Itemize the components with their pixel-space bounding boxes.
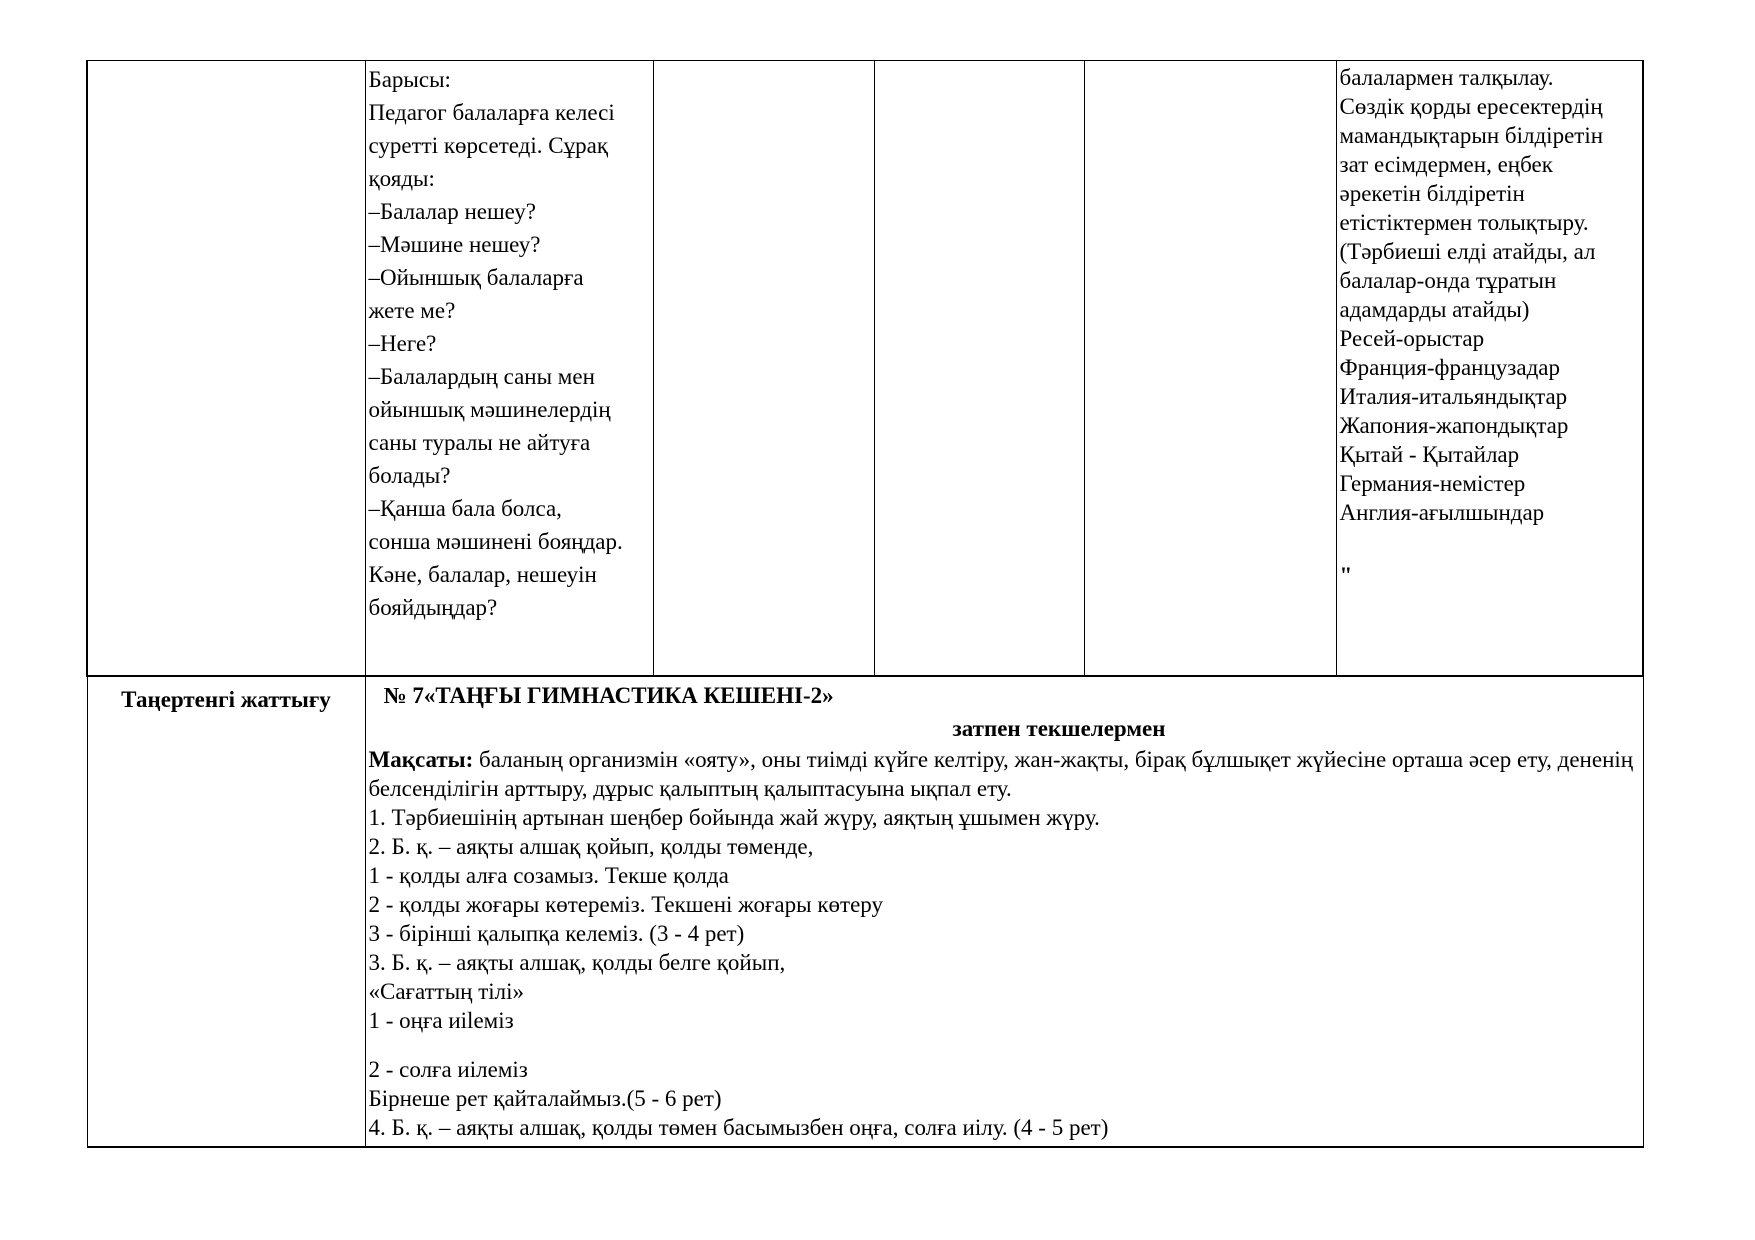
text-line: бояйдыңдар? xyxy=(368,595,498,620)
vocab-text xyxy=(1337,61,1643,527)
text-line: ойыншық мәшинелердің xyxy=(368,397,611,422)
text-line: Германия-немістер xyxy=(1339,471,1526,496)
text-line: 3. Б. қ. – аяқты алшақ, қолды белге қойып, xyxy=(368,950,786,975)
text-line: Жапония-жапондықтар xyxy=(1339,413,1569,438)
row1-activity-cell xyxy=(365,61,653,677)
text-line: 1 - оңға иіleміз xyxy=(368,1008,514,1033)
row1-empty-cell-1 xyxy=(653,61,874,677)
text-line: Ресей-орыстар xyxy=(1339,326,1485,351)
row2-label-cell xyxy=(87,676,365,1147)
text-line: балалар-онда тұратын xyxy=(1339,268,1557,293)
exercise-body xyxy=(366,745,1643,1146)
exercise-title: № 7«ТАҢҒЫ ГИМНАСТИКА КЕШЕНІ-2» xyxy=(383,683,834,708)
text-line: Сөздік қорды ересектердің xyxy=(1339,94,1603,119)
exercise-steps-a xyxy=(369,803,1639,1035)
text-line: –Балалардың саны мен xyxy=(368,364,595,389)
table-row xyxy=(87,61,1643,677)
text-line: 2. Б. қ. – аяқты алшақ қойып, қолды төменде, xyxy=(368,834,814,859)
text-line: балалармен талқылау. xyxy=(1339,65,1554,90)
text-line: Қытай - Қытайлар xyxy=(1339,442,1520,467)
text-line: жете ме? xyxy=(368,298,456,323)
exercise-subtitle: затпен текшелермен xyxy=(952,716,1166,741)
row2-exercise-cell xyxy=(365,676,1643,1147)
table-row xyxy=(87,676,1643,1147)
text-line: –Қанша бала болса, xyxy=(368,496,562,521)
text-line: 2 - солға иілеміз xyxy=(368,1057,528,1082)
text-line: Педагог балаларға келесі xyxy=(368,100,615,125)
text-line: 3 - бірінші қалыпқа келеміз. (3 - 4 рет) xyxy=(368,921,745,946)
row1-vocab-cell xyxy=(1336,61,1643,677)
text-line: қояды: xyxy=(368,166,435,191)
text-line: мамандықтарын білдіретін xyxy=(1339,123,1604,148)
text-line: 1. Тәрбиешінің артынан шеңбер бойында жай жүру, аяқтың ұшымен жүру. xyxy=(368,805,1100,830)
text-line: –Балалар нешеу? xyxy=(368,199,537,224)
text-line: етістіктермен толықтыру. xyxy=(1339,210,1589,235)
text-line: –Мәшине нешеу? xyxy=(368,232,541,257)
spacer xyxy=(369,1035,1639,1055)
goal-label: Мақсаты: xyxy=(368,747,474,772)
quote-mark: " xyxy=(1339,563,1353,588)
text-line: сонша мәшинені бояңдар. xyxy=(368,529,623,554)
text-line: «Сағаттың тілі» xyxy=(368,979,525,1004)
text-line: болады? xyxy=(368,463,451,488)
row-label: Таңертенгі жаттығу xyxy=(121,687,331,712)
text-line: 2 - қолды жоғары көтереміз. Текшені жоғары көтеру xyxy=(368,892,883,917)
text-line: әрекетін білдіретін xyxy=(1339,181,1525,206)
goal-text: баланың организмін «ояту», оны тиімді күйге келтіру, жан-жақты, бірақ бұлшықет жүйесіне орташа әсер ету, дененің белсенділігін арттыру, дұрыс қалыптың қалыптасуына ықпал ету. xyxy=(368,747,1634,801)
text-line: Франция-французадар xyxy=(1339,355,1560,380)
row1-empty-cell-3 xyxy=(1084,61,1336,677)
text-line: Кәне, балалар, нешеуін xyxy=(368,562,597,587)
text-line: –Неге? xyxy=(368,331,437,356)
text-line: (Тәрбиеші елді атайды, ал xyxy=(1339,239,1596,264)
text-line: адамдарды атайды) xyxy=(1339,297,1530,322)
text-line: Италия-итальяндықтар xyxy=(1339,384,1568,409)
text-line: Барысы: xyxy=(368,67,451,92)
activity-text xyxy=(366,61,653,624)
text-line: Англия-ағылшындар xyxy=(1339,500,1545,525)
text-line: суретті көрсетеді. Сұрақ xyxy=(368,133,609,158)
plan-table xyxy=(86,60,1644,1148)
row1-label-cell xyxy=(87,61,365,677)
text-line: зат есімдермен, еңбек xyxy=(1339,152,1553,177)
text-line: 1 - қолды алға созамыз. Текше қолда xyxy=(368,863,729,888)
text-line: –Ойыншық балаларға xyxy=(368,265,584,290)
goal-paragraph xyxy=(369,745,1639,803)
exercise-steps-b xyxy=(369,1055,1639,1142)
text-line: 4. Б. қ. – аяқты алшақ, қолды төмен басымызбен оңға, солға иілу. (4 - 5 рет) xyxy=(368,1115,1109,1140)
row1-empty-cell-2 xyxy=(874,61,1084,677)
text-line: Бірнеше рет қайталаймыз.(5 - 6 рет) xyxy=(368,1086,722,1111)
text-line: саны туралы не айтуға xyxy=(368,430,591,455)
